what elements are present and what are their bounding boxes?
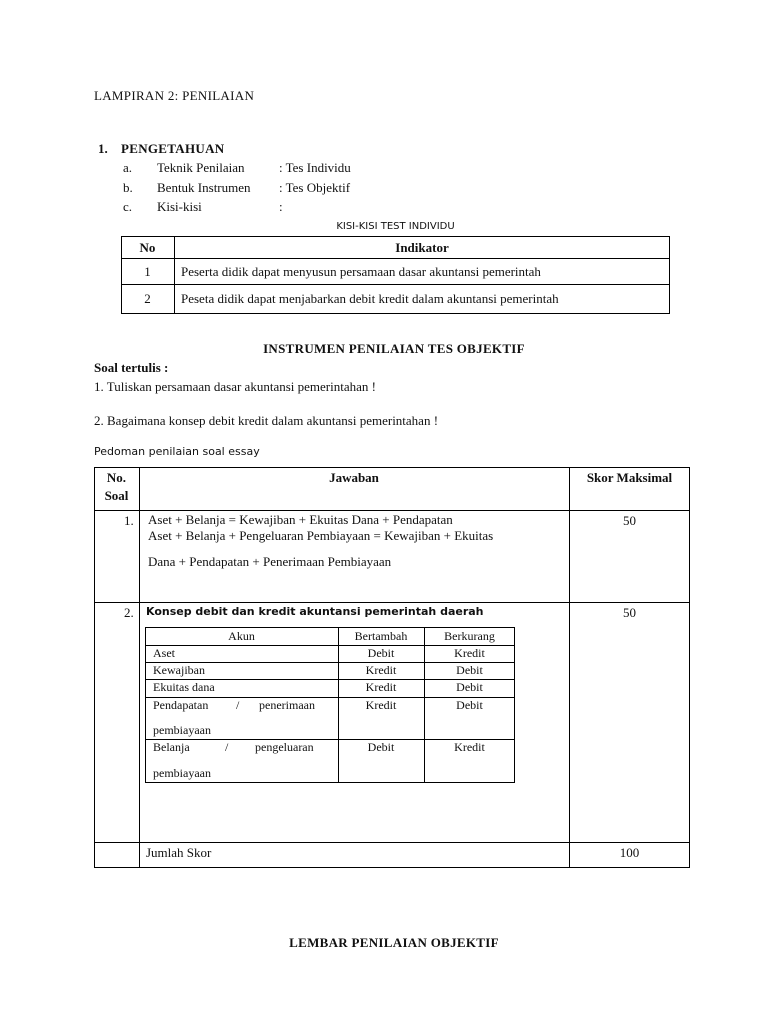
pedoman-divider-row [94, 842, 690, 843]
pedoman-divider-row [94, 510, 690, 511]
item-c-letter: c. [123, 199, 133, 214]
item-c-value: : [279, 199, 283, 214]
item-c-label: Kisi-kisi [157, 199, 202, 214]
debit-kredit-akun: pembiayaan [153, 723, 211, 737]
debit-kredit-akun: / [236, 698, 240, 712]
soal-question-1: 1. Tuliskan persamaan dasar akuntansi pemerintahan ! [94, 379, 376, 394]
section-number: 1. [98, 141, 108, 156]
debit-kredit-header-akun: Akun [228, 629, 255, 643]
debit-kredit-akun: Belanja [153, 740, 190, 754]
lembar-title: LEMBAR PENILAIAN OBJEKTIF [289, 935, 499, 950]
debit-kredit-berkurang: Kredit [454, 740, 485, 754]
debit-kredit-akun: pengeluaran [255, 740, 314, 754]
pedoman-row2-subtitle: Konsep debit dan kredit akuntansi pemerintah daerah [146, 605, 484, 618]
kisi-row2-no: 2 [144, 291, 151, 306]
debit-kredit-akun: Pendapatan [153, 698, 209, 712]
debit-kredit-header-bertambah: Bertambah [354, 629, 408, 643]
kisi-row1-indikator: Peserta didik dapat menyusun persamaan dasar akuntansi pemerintah [181, 264, 541, 279]
debit-kredit-akun: penerimaan [259, 698, 315, 712]
pedoman-row1-skor: 50 [623, 513, 636, 528]
debit-kredit-akun: Ekuitas dana [153, 680, 215, 694]
pedoman-row2-skor: 50 [623, 605, 636, 620]
pedoman-header-soal: Soal [104, 488, 129, 503]
soal-label: Soal tertulis : [94, 360, 169, 375]
debit-kredit-berkurang: Debit [456, 698, 483, 712]
pedoman-row1-answer-line1: Aset + Belanja = Kewajiban + Ekuitas Dana + Pendapatan [148, 512, 453, 527]
pedoman-header-no: No. [106, 470, 127, 485]
debit-kredit-akun: / [225, 740, 229, 754]
pedoman-header-skor: Skor Maksimal [586, 470, 673, 485]
pedoman-total-label: Jumlah Skor [146, 845, 212, 860]
kisi-title: KISI-KISI TEST INDIVIDU [336, 221, 455, 232]
soal-question-2: 2. Bagaimana konsep debit kredit dalam akuntansi pemerintahan ! [94, 413, 439, 428]
debit-kredit-bertambah: Kredit [365, 663, 397, 677]
debit-kredit-bertambah: Debit [367, 740, 395, 754]
pedoman-row1-answer-line3: Dana + Pendapatan + Penerimaan Pembiayaan [148, 554, 392, 569]
debit-kredit-berkurang: Kredit [454, 646, 485, 660]
debit-kredit-bertambah: Debit [367, 646, 395, 660]
kisi-divider-row [121, 284, 670, 285]
debit-kredit-bertambah: Kredit [365, 698, 397, 712]
pedoman-header-jawaban: Jawaban [329, 470, 379, 485]
kisi-row1-no: 1 [144, 264, 151, 279]
pedoman-total-value: 100 [619, 845, 640, 860]
section-title: PENGETAHUAN [121, 141, 225, 156]
pedoman-row2-no: 2. [124, 605, 134, 620]
lampiran-title: LAMPIRAN 2: PENILAIAN [94, 88, 255, 103]
pedoman-title: Pedoman penilaian soal essay [94, 445, 260, 458]
kisi-header-no: No [139, 240, 156, 255]
instrumen-title: INSTRUMEN PENILAIAN TES OBJEKTIF [263, 341, 525, 356]
item-a-value: : Tes Individu [279, 160, 351, 175]
debit-kredit-bertambah: Kredit [365, 680, 397, 694]
pedoman-row1-no: 1. [124, 513, 134, 528]
item-b-label: Bentuk Instrumen [157, 180, 251, 195]
item-a-label: Teknik Penilaian [157, 160, 245, 175]
kisi-header-indikator: Indikator [395, 240, 449, 255]
kisi-divider-row [121, 258, 670, 259]
debit-kredit-akun: Aset [153, 646, 175, 660]
pedoman-row1-answer-line2: Aset + Belanja + Pengeluaran Pembiayaan = Kewajiban + Ekuitas [148, 528, 494, 543]
debit-kredit-berkurang: Debit [456, 680, 483, 694]
kisi-row2-indikator: Peseta didik dapat menjabarkan debit kredit dalam akuntansi pemerintah [181, 291, 559, 306]
item-b-letter: b. [123, 180, 133, 195]
pedoman-divider-row [94, 602, 690, 603]
item-b-value: : Tes Objektif [279, 180, 351, 195]
pedoman-divider-col [139, 467, 140, 868]
debit-kredit-akun: pembiayaan [153, 766, 211, 780]
debit-kredit-akun: Kewajiban [153, 663, 205, 677]
debit-kredit-berkurang: Debit [456, 663, 483, 677]
item-a-letter: a. [123, 160, 133, 175]
debit-kredit-header-berkurang: Berkurang [444, 629, 495, 643]
